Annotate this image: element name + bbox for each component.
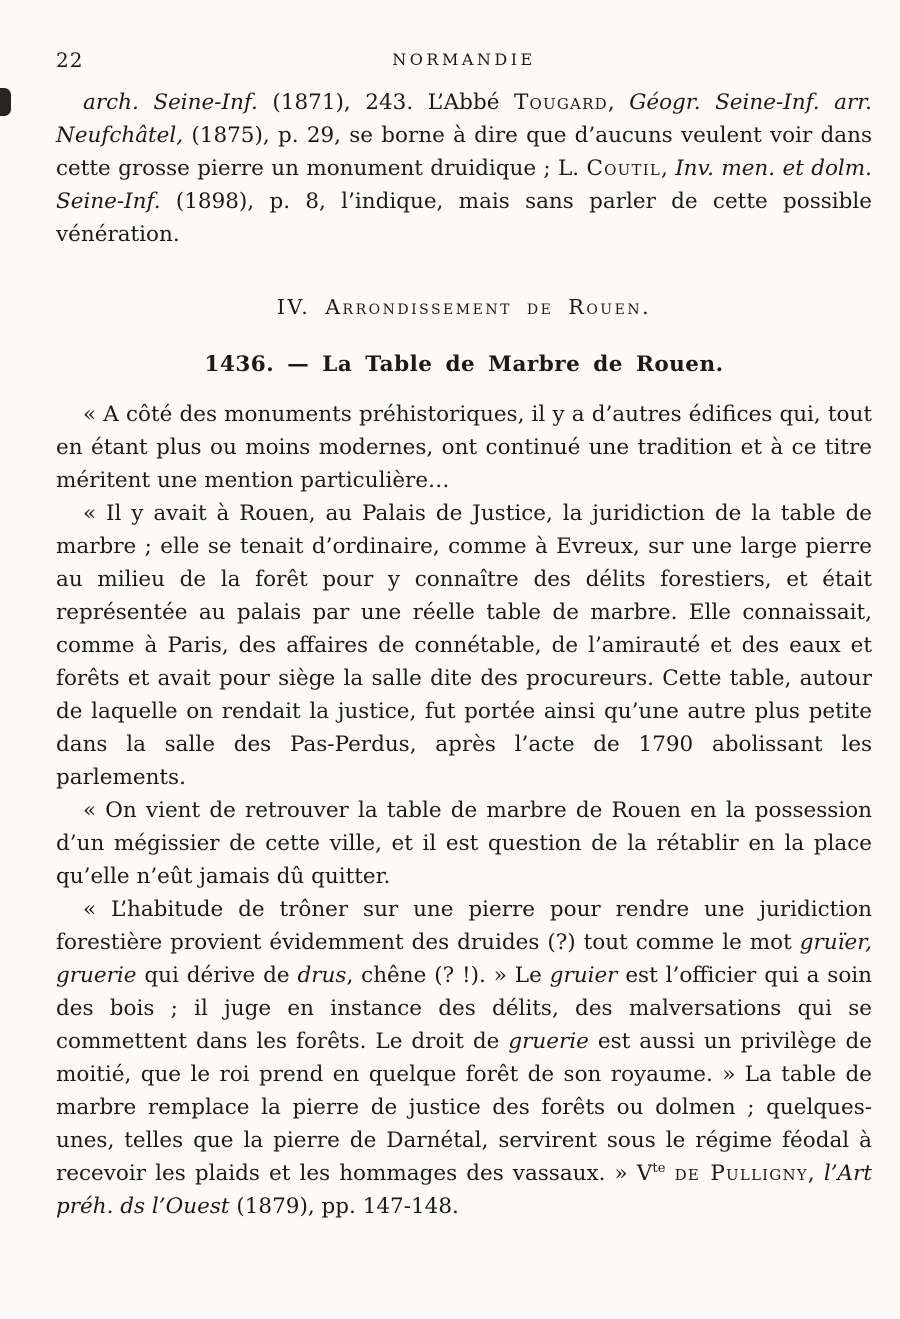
scan-artifact (0, 88, 11, 116)
body-paragraph-4: « L’habitude de trôner sur une pierre pour rendre une juridiction forestière provient évidemment des druides (?) tout comme le mot gruïer, gruerie qui dérive de drus, chêne (? !). » Le gruier est l’officier qui a soin des bois ; il juge en instance des délits, des malversations qui se commettent dans les forêts. Le droit de gruerie est aussi un privilège de moitié, que le roi prend en quelque forêt de son royaume. » La table de marbre remplace la pierre de justice des forêts ou dolmen ; quelques-unes, telles que la pierre de Darnétal, servirent sous le régime féodal à recevoir les plaids et les hommages des vassaux. » $V^{te}$ de Pulligny, l’Art préh. ds l’Ouest (1879), pp. 147-148. (56, 897, 872, 1219)
page-number: 22 (56, 48, 84, 72)
body-paragraph-3: « On vient de retrouver la table de marbre de Rouen en la possession d’un mégissier de cette ville, et il est question de la rétablir en la place qu’elle n’eût jamais dû quitter. (56, 798, 872, 889)
body-paragraph-1: « A côté des monuments préhistoriques, il y a d’autres édifices qui, tout en étant plus ou moins modernes, ont continué une tradition et à ce titre méritent une mention particulière… (56, 402, 872, 493)
entry-heading: 1436. — La Table de Marbre de Rouen. (204, 352, 724, 377)
citation-paragraph: arch. Seine-Inf. (1871), 243. L’Abbé Tougard, Géogr. Seine-Inf. arr. Neufchâtel, (1875), p. 29, se borne à dire que d’aucuns veulent voir dans cette grosse pierre un monument druidique ; L. Coutil, Inv. men. et dolm. Seine-Inf. (1898), p. 8, l’indique, mais sans parler de cette possible vénération. (56, 90, 873, 247)
page-header (56, 46, 872, 72)
body-paragraph-2: « Il y avait à Rouen, au Palais de Justice, la juridiction de la table de marbre ; elle se tenait d’ordinaire, comme à Evreux, sur une large pierre au milieu de la forêt pour y connaître des délits forestiers, et était représentée au palais par une réelle table de marbre. Elle connaissait, comme à Paris, des affaires de connétable, de l’amirauté et des eaux et forêts et avait pour siège la salle dite des procureurs. Cette table, autour de laquelle on rendait la justice, fut portée ainsi qu’une autre plus petite dans la salle des Pas-Perdus, après l’acte de 1790 abolissant les parlements. (56, 501, 872, 790)
running-title: NORMANDIE (392, 50, 536, 69)
section-heading: IV. Arrondissement de Rouen. (276, 295, 652, 319)
